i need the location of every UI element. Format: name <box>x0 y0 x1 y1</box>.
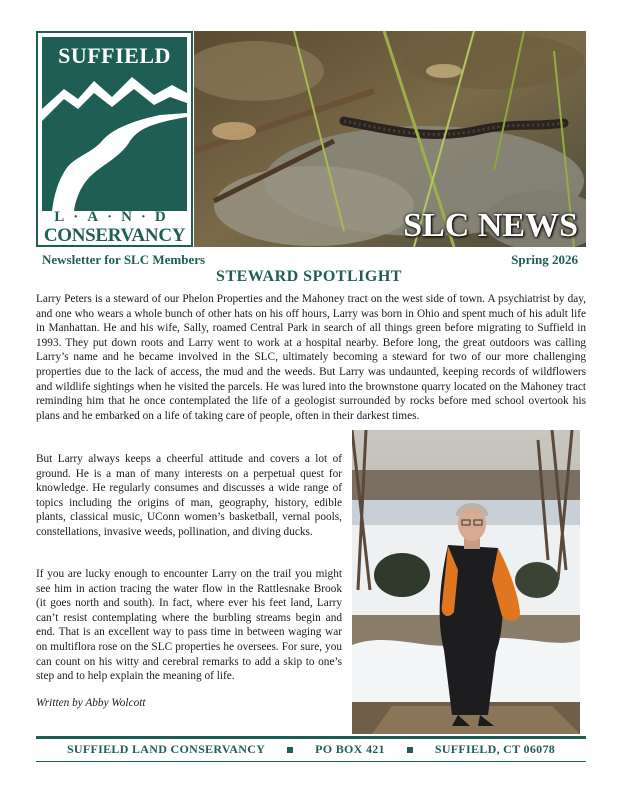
issue-date: Spring 2026 <box>511 252 578 267</box>
footer-rule-top <box>36 736 586 739</box>
mountain-river-icon <box>42 37 187 211</box>
logo-name: SUFFIELD <box>58 43 171 68</box>
larry-peters-image <box>352 430 580 734</box>
footer-org: SUFFIELD LAND CONSERVANCY <box>66 742 266 756</box>
footer-po-box: PO BOX 421 <box>315 742 385 756</box>
footer <box>36 742 586 757</box>
article-heading: STEWARD SPOTLIGHT <box>216 268 402 285</box>
suffield-land-conservancy-logo <box>36 31 193 247</box>
footer-city: SUFFIELD, CT 06078 <box>434 742 556 756</box>
logo-emblem <box>42 37 187 211</box>
article-paragraph-3: If you are lucky enough to encounter Larry on the trail you might see him in action tracing the water flow in the Rattlesnake Brook (it goes north and south). In fact, where ever his feet land, Larry can’t resist contemplating where the burbling streams begin and end. That is an excellent way to pass time in between waging war on multiflora rose on the SLC properties he oversees. For sure, you can count on his witty and cerebral remarks to add a skip to one’s step and to help explain the meaning of life. <box>36 568 342 683</box>
separator-square-icon <box>407 747 413 753</box>
newsletter-title: SLC NEWS <box>403 207 578 244</box>
logo-conservancy: CONSERVANCY <box>43 225 186 246</box>
logo-land: L·A·N·D <box>54 209 175 225</box>
newsletter-subtitle: Newsletter for SLC Members <box>42 252 206 267</box>
masthead <box>36 31 586 247</box>
steward-portrait-photo <box>352 430 580 734</box>
article-paragraph-1: Larry Peters is a steward of our Phelon Properties and the Mahoney tract on the west side of town. A psychiatrist by day, and one who wears a whole bunch of other hats on his off hours, Larry was born in Ohio and spent much of his adult life in Manhattan. He and his wife, Sally, roamed Central Park in search of all things green before migrating to Suffield in 1993. They put down roots and Larry went to work at a hospital nearby. Before long, the great outdoors was calling Larry’s name and he became involved in the SLC, ultimately becoming a steward for two of our more challenging properties due to the lack of access, the mud and the weeds. But Larry was undaunted, keeping records of wildflowers and wildlife sightings when he visited the parcels. He was lured into the brownstone quarry located on the Mahoney tract reminding him that he once contemplated the life of a geologist surrounded by rocks before med school overtook his plans and he embarked on a life of taking care of people, often in their darkest times. <box>36 293 586 422</box>
separator-square-icon <box>287 747 293 753</box>
footer-rule-bottom <box>36 761 586 762</box>
millipede-photo <box>194 31 586 247</box>
article-byline: Written by Abby Wolcott <box>36 697 146 709</box>
article-paragraph-2: But Larry always keeps a cheerful attitude and covers a lot of ground. He is a man of many interests on a perpetual quest for knowledge. He regularly consumes and discusses a wide range of topics including the origins of man, geography, history, edible plants, classical music, UConn women’s basketball, vernal pools, constellations, invasive weeds, pollination, and diving ducks. <box>36 453 342 538</box>
